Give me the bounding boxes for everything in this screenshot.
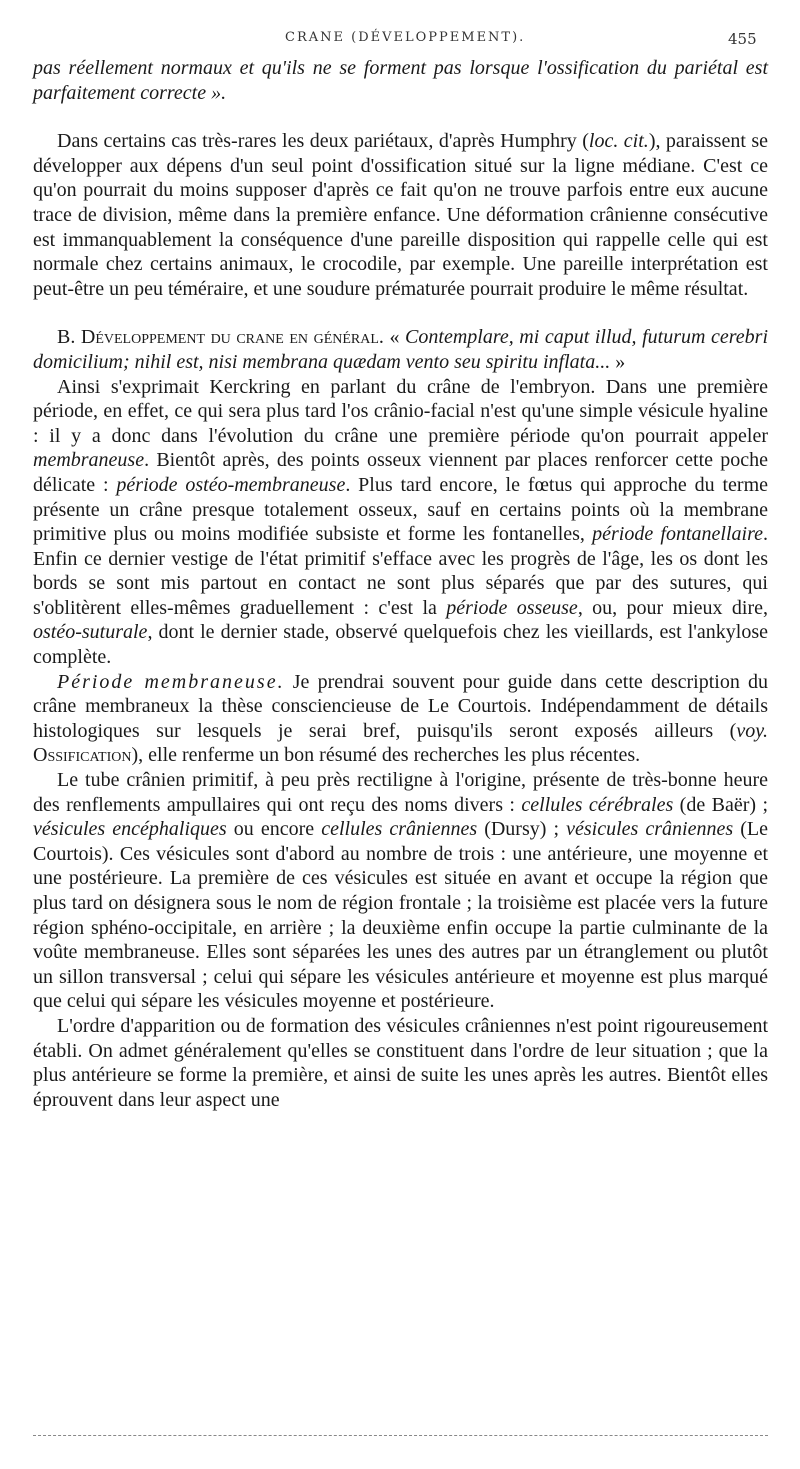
term-cellules-craniennes: cellules crâniennes [321,818,478,841]
text-run: ), elle renferme un bon résumé des recherches les plus récentes. [131,744,641,767]
citation-loc-cit: loc. cit. [588,130,649,153]
subsection-heading: Période membraneuse. [57,670,285,693]
term-fontanellaire: période fontanellaire [592,523,763,546]
bottom-rule [33,1435,768,1436]
text-run: (Dursy) ; [477,818,567,841]
paragraph-section-b [33,325,768,374]
term-cellules-cerebrales: cellules cérébrales [521,793,674,816]
text-run: (de Baër) ; [673,793,769,816]
page-number: 455 [728,30,757,48]
latin-quote: Contemplare, mi caput illud, futurum cerebri domicilium; nihil est, nisi membrana quædam vento seu spiritu inflata... [33,326,768,373]
citation-voy: voy. [736,719,768,742]
text-run: . Bientôt après, des points osseux viennent par places renforcer cette poche délicate : [33,449,768,496]
text-run: Je prendrai souvent pour guide dans cette description du crâne membraneux la thèse consciencieuse de Le Courtois. Indépendamment de détails histologiques sur lesquels je serai bref, puisqu'ils seront exposés ailleurs ( [33,670,768,742]
term-vesicules-craniennes: vésicules crâniennes [566,818,734,841]
open-quote: « [389,326,400,349]
italic-quote: pas réellement normaux et qu'ils ne se forment pas lorsque l'ossification du pariétal est parfaitement correcte ». [33,57,768,104]
text-run: L'ordre d'apparition ou de formation des vésicules crâniennes n'est point rigoureusement établi. On admet généralement qu'elles se constituent dans l'ordre de leur situation ; que la plus antérieure se forme la première, et ainsi de suite les unes après les autres. Bientôt elles éprouvent dans leur aspect une [33,1014,768,1111]
paragraph-gap [33,301,768,325]
paragraph-humphry [33,129,768,301]
paragraph-kerckring [33,375,768,670]
text-run: (Le Courtois). Ces vésicules sont d'abord au nombre de trois : une antérieure, une moyenne et une postérieure. La première de ces vésicules est située en avant et occupe la région que plus tard on désignera sous le nom de région frontale ; la troisième est placée vers la future région sphéno-occipitale, en arrière ; la deuxième enfin occupe la partie culminante de la voûte membraneuse. Elles sont séparées les unes des autres par un étranglement ou plutôt un sillon transversal ; celui qui sépare les vésicules antérieure et moyenne est plus marqué que celui qui sépare les vésicules moyenne et postérieure. [33,818,768,1013]
term-vesicules-encephaliques: vésicules encéphaliques [33,818,227,841]
paragraph-periode-membraneuse [33,670,768,768]
paragraph-gap [33,105,768,129]
text-run: , ou, pour mieux dire, [577,596,768,619]
close-quote: » [615,350,626,373]
text-run: , dont le dernier stade, observé quelquefois chez les vieillards, est l'ankylose complète. [33,621,768,669]
body-text [33,56,768,1112]
paragraph-tube-cranien [33,768,768,1014]
text-run: ou encore [226,818,322,841]
text-run: Dans certains cas très-rares les deux pariétaux, d'après Humphry ( [57,130,589,153]
running-title: CRANE (DÉVELOPPEMENT). [285,30,526,45]
paragraph-quote-continuation [33,56,768,105]
running-head [0,30,800,50]
text-run: Le tube crânien primitif, à peu près rectiligne à l'origine, présente de très-bonne heure des renflements ampullaires qui ont reçu des noms divers : [33,769,768,816]
term-membraneuse: membraneuse [33,449,145,472]
text-run: ), paraissent se développer aux dépens d'un seul point d'ossification situé sur la ligne médiane. C'est ce qu'on pourrait du moins supposer d'après ce fait qu'on ne trouve parfois entre eux aucune trace de division, même dans la première enfance. Une déformation crânienne consécutive est immanquablement la conséquence d'une pareille disposition qui rappelle celle qui est normale chez certains animaux, le crocodile, par exemple. Une pareille interprétation est peut-être un peu téméraire, et une soudure prématurée pourrait produire le même résultat. [33,130,769,300]
term-osteo-membraneuse: période ostéo-membraneuse [116,473,346,496]
section-heading: B. Développement du crane en général. [57,326,384,349]
paragraph-ordre-apparition [33,1014,768,1112]
term-osteo-suturale: ostéo-suturale [33,621,148,644]
text-run: . Enfin ce dernier vestige de l'état primitif s'efface avec les progrès de l'âge, les os dont les bords se sont mis partout en contact ne sont plus séparés que par des sutures, qui s'oblitèrent elles-mêmes graduellement : c'est la [33,523,768,619]
cross-reference: Ossification [33,744,132,767]
term-osseuse: période osseuse [446,596,578,619]
text-run: . Plus tard encore, le fœtus qui approche du terme présente un crâne presque totalement osseux, sauf en certains points où la membrane primitive plus ou moins modifiée subsiste et forme les fontanelles, [33,473,768,546]
text-run: Ainsi s'exprimait Kerckring en parlant du crâne de l'embryon. Dans une première période, en effet, ce qui sera plus tard l'os crânio-facial n'est qu'une simple vésicule hyaline : il y a donc dans l'évolution du crâne une première période qu'on pourrait appeler [33,375,768,447]
